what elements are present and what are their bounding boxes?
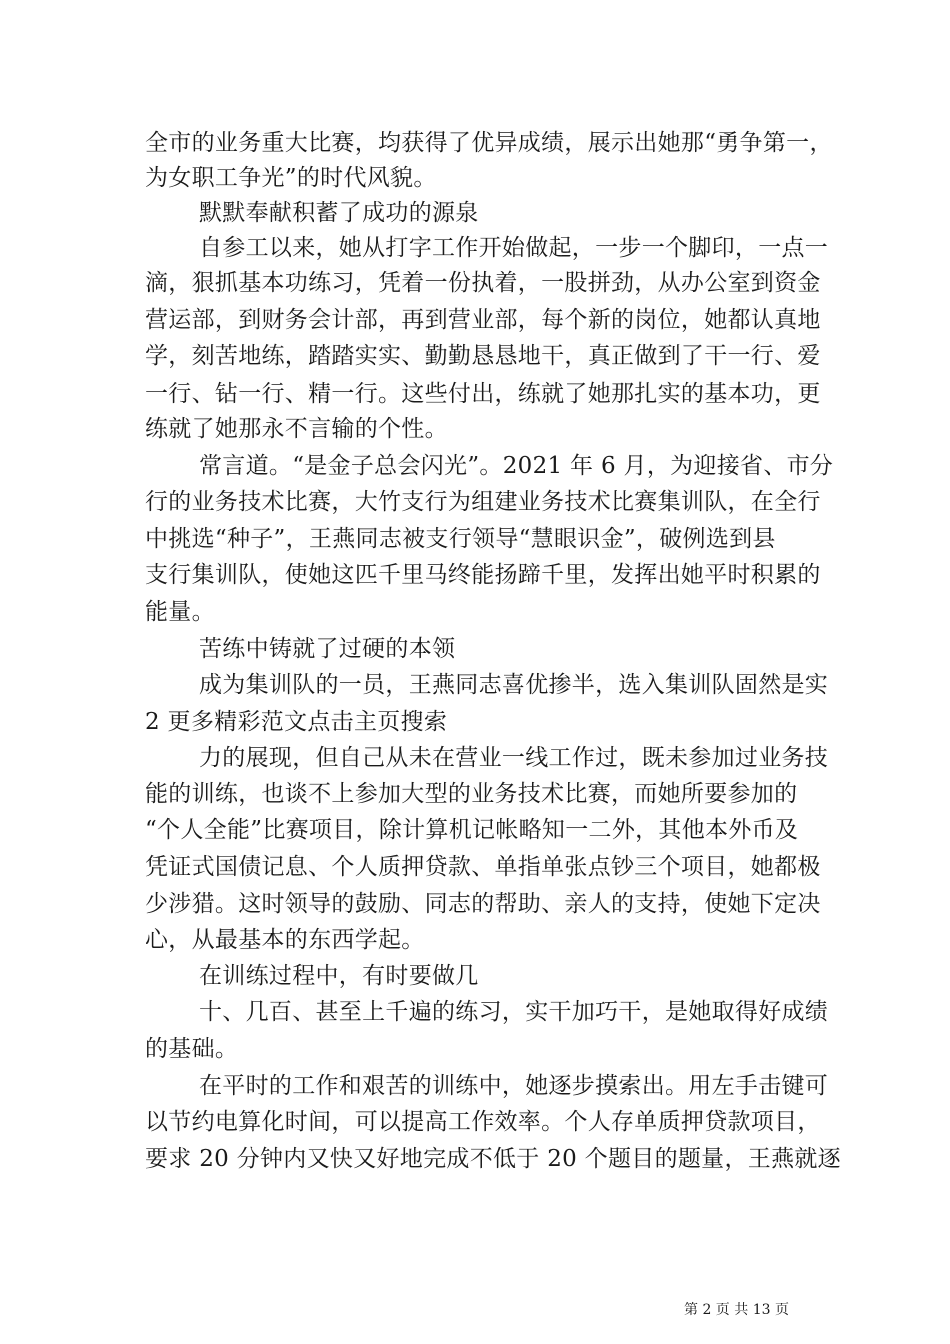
text-line: 支行集训队，使她这匹千里马终能扬蹄千里，发挥出她平时积累的 — [145, 562, 821, 588]
text-line: 行的业务技术比赛，大竹支行为组建业务技术比赛集训队，在全行 — [145, 489, 821, 515]
section-heading: 苦练中铸就了过硬的本领 — [199, 636, 456, 662]
text-line: 自参工以来，她从打字工作开始做起，一步一个脚印，一点一 — [199, 235, 829, 261]
text-line: 在平时的工作和艰苦的训练中，她逐步摸索出。用左手击键可 — [199, 1073, 829, 1099]
text-line: 能量。 — [145, 599, 215, 625]
text-line: 以节约电算化时间，可以提高工作效率。个人存单质押贷款项目， — [145, 1109, 821, 1135]
text-line: 十、几百、甚至上千遍的练习，实干加巧干，是她取得好成绩 — [199, 999, 829, 1025]
text-line: 凭证式国债记息、个人质押贷款、单指单张点钞三个项目，她都极 — [145, 854, 821, 880]
text-line: 力的展现，但自己从未在营业一线工作过，既未参加过业务技 — [199, 745, 829, 771]
text-line: 心，从最基本的东西学起。 — [145, 927, 425, 953]
text-line: 练就了她那永不言输的个性。 — [145, 416, 448, 442]
text-line: 一行、钻一行、精一行。这些付出，练就了她那扎实的基本功，更 — [145, 381, 821, 407]
text-line: 全市的业务重大比赛，均获得了优异成绩，展示出她那“勇争第一， — [145, 130, 833, 156]
text-line: 滴，狠抓基本功练习，凭着一份执着，一股拼劲，从办公室到资金 — [145, 270, 821, 296]
text-line: “个人全能”比赛项目，除计算机记帐略知一二外，其他本外币及 — [145, 817, 799, 843]
text-line: 要求 20 分钟内又快又好地完成不低于 20 个题目的题量，王燕就逐 — [145, 1146, 841, 1172]
text-line: 成为集训队的一员，王燕同志喜优掺半，选入集训队固然是实 — [199, 672, 829, 698]
text-line: 的基础。 — [145, 1036, 239, 1062]
page-number: 第 2 页 共 13 页 — [684, 1302, 789, 1318]
text-line: 在训练过程中，有时要做几 — [199, 963, 479, 989]
text-line: 为女职工争光”的时代风貌。 — [145, 165, 437, 191]
text-line: 常言道。“是金子总会闪光”。2021 年 6 月，为迎接省、市分 — [199, 453, 834, 479]
text-line: 学，刻苦地练，踏踏实实、勤勤恳恳地干，真正做到了干一行、爱 — [145, 343, 821, 369]
text-line: 能的训练，也谈不上参加大型的业务技术比赛，而她所要参加的 — [145, 781, 798, 807]
promo-line: 2 更多精彩范文点击主页搜索 — [145, 709, 448, 735]
text-line: 营运部，到财务会计部，再到营业部，每个新的岗位，她都认真地 — [145, 307, 821, 333]
section-heading: 默默奉献积蓄了成功的源泉 — [199, 200, 479, 226]
text-line: 中挑选“种子”，王燕同志被支行领导“慧眼识金”，破例选到县 — [145, 526, 776, 552]
text-line: 少涉猎。这时领导的鼓励、同志的帮助、亲人的支持，使她下定决 — [145, 891, 821, 917]
